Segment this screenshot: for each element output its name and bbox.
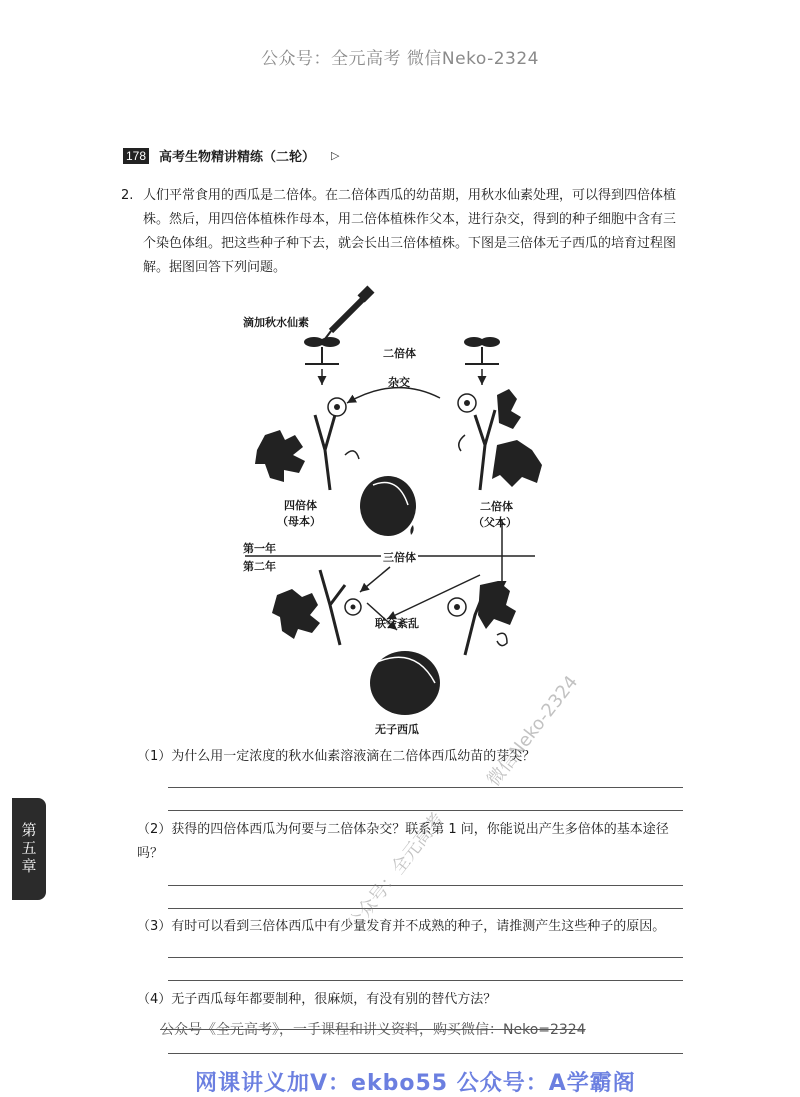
sub-question-2: （2）获得的四倍体西瓜为何要与二倍体杂交？联系第 1 问，你能说出产生多倍体的基本途径吗？ [137, 822, 669, 861]
sub-question-3: （3）有时可以看到三倍体西瓜中有少量发育并不成熟的种子，请推测产生这些种子的原因。 [137, 919, 666, 934]
chapter-tab-label: 第五章 [19, 822, 38, 876]
watermelon-icon [360, 476, 416, 536]
diploid-plant-icon [458, 389, 542, 490]
arrow-down-left [360, 567, 390, 592]
sub-question-4: （4）无子西瓜每年都要制种，很麻烦，有没有别的替代方法？ [137, 992, 497, 1007]
triploid-plant-right-icon [448, 581, 516, 655]
diagonal-watermark: 公众号：全元高考 [343, 808, 449, 936]
answer-line [168, 908, 683, 909]
label-cross: 杂交 [388, 376, 410, 389]
top-watermark: 公众号：全元高考 微信Neko-2324 [261, 49, 539, 69]
label-seedless: 无子西瓜 [375, 723, 419, 736]
answer-line [168, 885, 683, 886]
footer-blue-watermark: 网课讲义加V：ekbo55 公众号：A学霸阁 [195, 1071, 636, 1096]
seedless-watermelon-icon [370, 651, 440, 715]
tetraploid-plant-icon [255, 398, 359, 490]
question-number: 2. [121, 188, 134, 203]
arrow-pollinate [387, 575, 480, 619]
label-year2: 第二年 [243, 560, 276, 573]
dropper-icon [325, 286, 374, 339]
label-colchicine: 滴加秋水仙素 [243, 316, 309, 329]
page-number: 178 [123, 148, 149, 164]
page-header [123, 146, 340, 165]
answer-line [168, 1053, 683, 1054]
label-diploid-right: 二倍体 [480, 500, 513, 513]
label-disorder: 联会紊乱 [375, 617, 419, 630]
triploid-plant-left-icon [272, 570, 361, 645]
diagonal-watermark: 微信Neko-2324 [483, 671, 583, 791]
question-stem [121, 184, 688, 280]
answer-line [168, 980, 683, 981]
label-mother: （母本） [277, 515, 321, 528]
answer-line [168, 787, 683, 788]
chapter-tab [12, 798, 46, 900]
label-triploid: 三倍体 [383, 551, 416, 564]
label-tetraploid: 四倍体 [284, 499, 317, 512]
right-seedling-icon [464, 337, 500, 364]
triangle-right-icon: ▷ [331, 149, 340, 162]
question-text: 人们平常食用的西瓜是二倍体。在二倍体西瓜的幼苗期，用秋水仙素处理，可以得到四倍体植株。然后，用四倍体植株作母本，用二倍体植株作父本，进行杂交，得到的种子细胞中含有三个染色体组。把这些种子种下去，就会长出三倍体植株。下图是三倍体无子西瓜的培育过程图解。据图回答下列问题。 [143, 188, 677, 275]
answer-line [168, 957, 683, 958]
watermelon-breeding-diagram [235, 285, 565, 740]
left-seedling-icon [304, 337, 340, 364]
sub-question-1: （1）为什么用一定浓度的秋水仙素溶液滴在二倍体西瓜幼苗的芽尖？ [137, 749, 536, 764]
book-title: 高考生物精讲精练（二轮） [159, 150, 316, 165]
footer-watermark: 公众号《全元高考》，一手课程和讲义资料，购买微信：Neko=2324 [160, 1022, 586, 1038]
label-father: （父本） [473, 516, 517, 529]
label-year1: 第一年 [243, 542, 276, 555]
label-diploid: 二倍体 [383, 347, 416, 360]
